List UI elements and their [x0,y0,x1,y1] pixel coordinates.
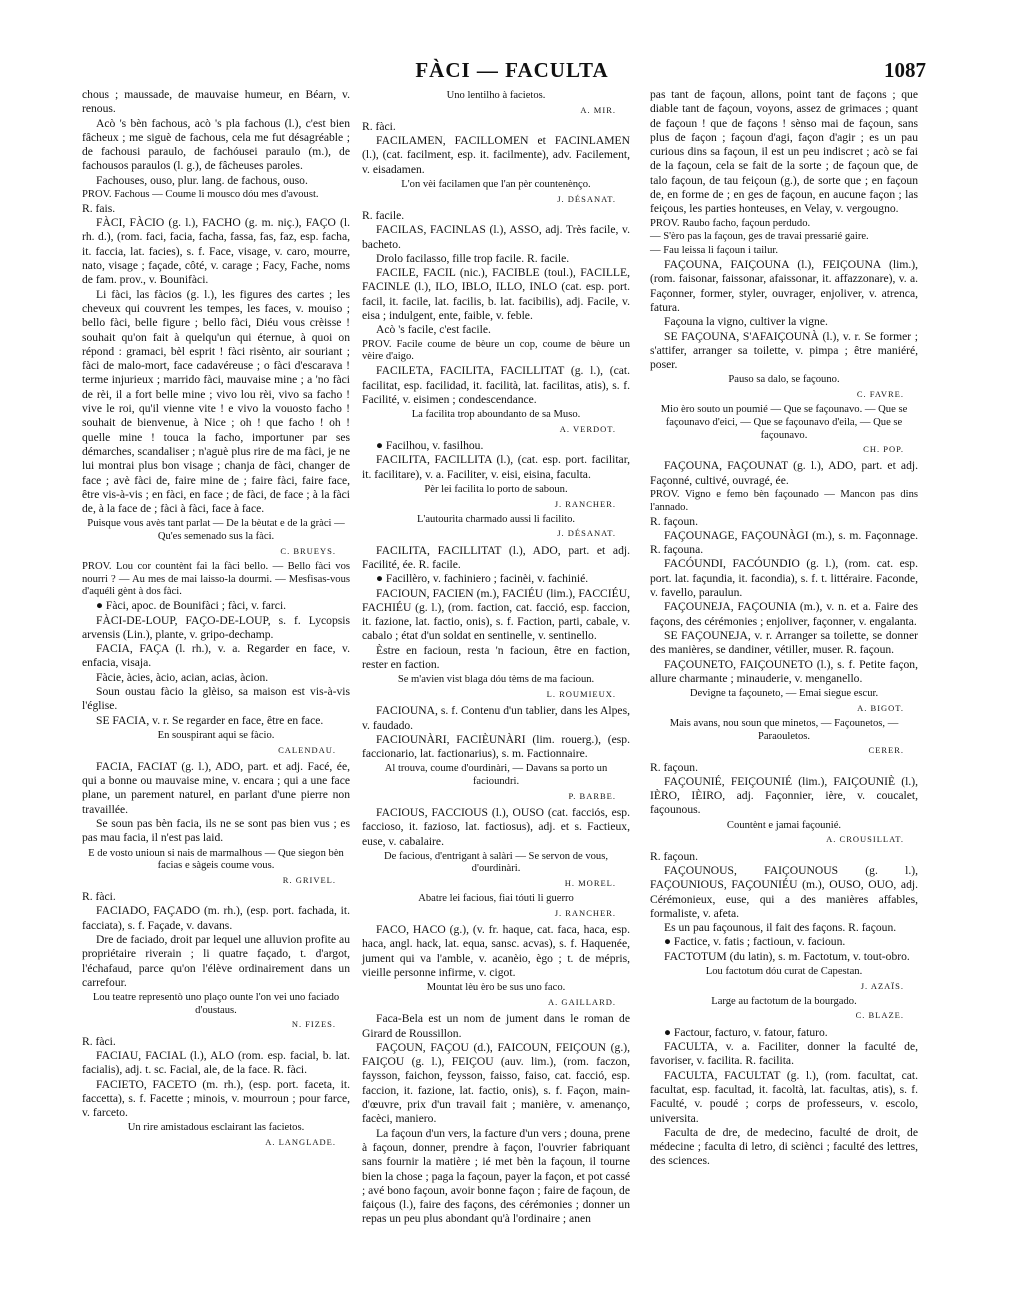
entry-paragraph: La façoun d'un vers, la facture d'un vers ; douna, prene à façoun, donner, prendre à façon, l'ouvrier fabriquant sans fournir la matière ; ié met bèn la façoun, il tourne bien la chose ; paga la façoun, payer la façon, et pot cassé ; avé bono façoun, avoir bonne façon ; faire de façoun, de faiçous (l.), faire des façons, des cérémonies ; donner un repas un peu plus abondant qu'à l'ordinaire ; anen [362,1126,630,1226]
citation: Pèr lei facilita lo porto de saboun. [424,483,568,495]
citation-author: C. BRUEYS. [280,545,336,556]
entry-paragraph: Faca-Bela est un nom de jument dans le roman de Girard de Roussillon. [362,1012,630,1040]
citation: Abatre lei facious, fiai tóuti li guerro [418,893,574,905]
entry-text: R. façoun. [650,849,698,863]
entry-paragraph: FAÇOUNOUS, FAIÇOUNOUS (g. l.), FAÇOUNIOUS, FAÇOUNIÉU (m.), OUSO, OUO, adj. Cérémonieux, euse, qui a des manières affables, formaliste, v. afeta. [650,863,918,920]
entry-paragraph: Fàcie, àcies, àcio, acian, acias, àcion. [96,670,269,684]
entry-paragraph: FACIADO, FAÇADO (m. rh.), (esp. port. fachada, it. facciata), s. f. Façade, v. davans. [82,904,350,932]
page-number: 1087 [884,58,926,82]
entry-paragraph: FACILITA, FACILLITAT (l.), ADO, part. et adj. Facilité, ée. R. facile. [362,543,630,571]
citation: De facious, d'entrigant à salàri — Se servon de vous, d'ourdinàri. [383,850,609,875]
entry-paragraph: FAÇOUNAGE, FAÇOUNÀGI (m.), s. m. Façonnage. R. façouna. [650,528,918,557]
entry-paragraph: SE FACIA, v. r. Se regarder en face, être en face. [96,713,324,727]
entry-paragraph: FACULTA, v. a. Faciliter, donner la faculté de, favoriser, v. facilita. R. facilita. [650,1040,918,1068]
citation-author: J. DÉSANAT. [557,193,616,204]
entry-paragraph: FACÓUNDI, FACÓUNDIO (g. l.), (rom. cat. esp. port. lat. façundia, it. facondia), s. f. t. littéraire. Faconde, v. favello, paraulun. [650,557,918,600]
running-title: FÀCI — FACULTA [415,58,609,82]
entry-paragraph: FACILITA, FACILLITA (l.), (cat. esp. port. facilitar, it. facilitare), v. a. Faciliter, v. eisi, eisina, faculta. [362,453,630,481]
citation-author: L. ROUMIEUX. [546,688,616,699]
citation-author: J. DÉSANAT. [557,528,616,539]
entry-paragraph: Se soun pas bèn facia, ils ne se sont pas bien vus ; es pas mau facia, il n'est pas laid. [82,817,350,845]
entry-text: R. fais. [82,201,116,215]
column-3 [650,88,918,1169]
citation-author: R. GRIVEL. [282,874,336,885]
entry-paragraph: FACILE, FACIL (nic.), FACIBLE (toul.), FACILLE, FACINLE (l.), ILO, IBLO, ILLO, INLO (cat. esp. port. facil, it. facile, lat. facilis, b. lat. facibilis), adj. Facile, v. eisa ; indulgent, ente, faible, v. feble. [362,266,630,323]
citation-author: J. RANCHER. [554,907,616,918]
citation-author: N. FIZES. [291,1019,336,1030]
entry-text: chous ; maussade, de mauvaise humeur, en Béarn, v. renous. [82,88,350,116]
entry-paragraph: FACIA, FACIAT (g. l.), ADO, part. et adj. Facé, ée, qui a bonne ou mauvaise mine, v. encara ; qui a une face plane, un parement naturel, en parlant d'une pierre non travaillée. [82,759,350,816]
citation: L'autourita charmado aussi li facilito. [416,513,576,525]
entry-paragraph: ● Factour, facturo, v. fatour, faturo. [664,1025,828,1039]
proverb: PROV. Facile coume de bèure un cop, coume de bèure un vèire d'aigo. [362,338,630,363]
entry-paragraph: FÀCI-DE-LOUP, FAÇO-DE-LOUP, s. f. Lycopsis arvensis (Lin.), plante, v. gripo-dechamp. [82,613,350,641]
entry-paragraph: FAÇOUNIÉ, FEIÇOUNIÉ (lim.), FAIÇOUNIÈ (l.), IÈRO, IÈIRO, adj. Façonnier, ière, v. coucalet, façounous. [650,774,918,817]
entry-paragraph: Èstre en facioun, resta 'n facioun, être en faction, rester en faction. [362,643,630,672]
citation-author: A. GAILLARD. [548,996,616,1007]
citation-author: P. BARBE. [568,790,616,801]
proverb: PROV. Vigno e femo bèn façounado — Mancon pas dins l'annado. [650,489,918,513]
citation: Mountat lèu èro be sus uno faco. [426,982,566,994]
entry-paragraph: FACIOUS, FACCIOUS (l.), OUSO (cat. facciós, esp. faccioso, it. fazioso, lat. factiosus), adj. et s. Factieux, euse, v. cabalaire. [362,805,630,848]
proverb: — Fau leissa li façoun i tailur. [650,245,778,257]
entry-paragraph: Acò 's facile, c'est facile. [376,323,491,337]
citation-author: A. BIGOT. [857,702,904,713]
entry-paragraph: FACO, HACO (g.), (v. fr. haque, cat. faca, haca, esp. haca, angl. hack, lat. equa, sansc. acvas), s. f. Haquenée, jument qui va l'amble, v. acanèio, ègo ; t. de mépris, vieille personne infirme, v. cigot. [362,923,630,980]
citation: Al trouva, coume d'ourdinàri, — Davans sa porto un facioundri. [384,763,608,788]
entry-paragraph: Dre de faciado, droit par lequel une alluvion profite au propriétaire riverain ; li quatre façado, t. d'argot, l'échafaud, parce qu'on l'élève ordinairement dans un carrefour. [82,933,350,989]
citation-author: A. LANGLADE. [265,1137,336,1148]
entry-paragraph: FÀCI, FÀCIO (g. l.), FACHO (g. m. niç.), FAÇO (l. rh. d.), (rom. faci, facia, facha, fassa, fas, faz, esp. facha, it. faccia, lat. facies), s. f. Face, visage, v. caro, mourre, nato, visage ; façade, côté, v. carage ; Facy, Fache, noms de fam. prov., v. Bounifàci. [82,216,350,287]
entry-paragraph: FACILAS, FACINLAS (l.), ASSO, adj. Très facile, v. bacheto. [362,223,630,251]
entry-paragraph: FAÇOUN, FAÇOU (d.), FAICOUN, FEIÇOUN (g.), FAIÇOU (g. l.), FEIÇOU (auv. lim.), (rom. faczon, faysson, faichon, feysson, faisso, faiso, cat. facció, esp. faccion, it. fazione, lat. factio, onis), s. f. Façon, main-d'œuvre, prix d'un travail fait ; manière, v. amenanço, facèci, maniero. [362,1040,630,1126]
citation-author: A. CROUSILLAT. [826,834,904,845]
citation: Se m'avien vist blaga dóu tèms de ma facioun. [397,674,595,686]
citation: Puisque vous avès tant parlat — De la bèutat e de la gràci — Qu'es semenado sus la fàci. [87,518,345,542]
entry-paragraph: FAÇOUNEJA, FAÇOUNIA (m.), v. n. et a. Faire des façons, des cérémonies ; enjoliver, façonner, v. engalanta. [650,600,918,628]
entry-paragraph: FAÇOUNA, FAIÇOUNA (l.), FEIÇOUNA (lim.), (rom. faisonar, faissonar, afaissonar, it. affazzonare), v. a. Façonner, former, styler, ouvrager, enjoliver, v. atrenca, fatura. [650,258,918,314]
citation: Uno lentilho à facietos. [446,90,546,101]
entry-paragraph: FACIOUNÀRI, FACIÈUNÀRI (lim. rouerg.), (esp. faccionario, lat. factionarius), s. m. Factionnaire. [362,732,630,761]
entry-paragraph: Soun oustau fàcio la glèiso, sa maison est vis-à-vis l'église. [82,685,350,713]
entry-text: R. fàci. [362,119,396,133]
citation-author: C. FAVRE. [856,389,904,400]
entry-text: R. fàci. [82,1034,116,1048]
citation: La facilita trop aboundanto de sa Muso. [411,409,581,421]
entry-paragraph: FACIAU, FACIAL (l.), ALO (rom. esp. facial, b. lat. facialis), adj. t. sc. Facial, ale, de la face. R. fàci. [82,1048,350,1077]
column-2 [362,88,630,1227]
entry-paragraph: FACIA, FAÇA (l. rh.), v. a. Regarder en face, v. enfacia, visaja. [82,642,350,670]
entry-text: R. facile. [362,208,405,222]
citation: Mio èro souto un poumié — Que se façounavo. — Que se façounavo d'eici, — Que se façounavo d'eila, — Que se façounavo. [660,404,908,441]
entry-paragraph: Drolo facilasso, fille trop facile. R. facile. [376,251,570,265]
entry-paragraph: Façouna la vigno, cultiver la vigne. [664,315,828,329]
entry-text: R. façoun. [650,514,698,528]
entry-paragraph: Faculta de dre, de medecino, faculté de droit, de médecine ; faculta di letro, di sciènci ; faculté des lettres, des sciences. [650,1125,918,1168]
entry-paragraph: FACIOUNA, s. f. Contenu d'un tablier, dans les Alpes, v. faudado. [362,704,630,732]
citation: Pauso sa dalo, se façouno. [728,374,840,386]
entry-paragraph: SE FAÇOUNEJA, v. r. Arranger sa toilette, se donner des manières, se dandiner, vétiller, muser. R. façoun. [650,628,918,657]
entry-paragraph: ● Fàci, apoc. de Bounifàci ; fàci, v. farci. [96,599,287,613]
proverb: PROV. Lou cor countènt fai la fàci bello. — Bello fàci vos nourri ? — Au mes de mai laisso-la dourmi. — Mesfisas-vous d'aquéli gènt à dos fàci. [82,560,350,598]
entry-paragraph: FAÇOUNETO, FAIÇOUNETO (l.), s. f. Petite façon, allure charmante ; minauderie, v. menganello. [650,657,918,685]
citation: E de vosto unioun si nais de marmalhous — Que siegon bèn facias e sàgeis coume vous. [88,847,344,872]
citation: Devigne ta façouneto, — Emai siegue escur. [689,688,879,700]
citation-author: A. MIR. [580,104,616,115]
citation-author: H. MOREL. [564,878,616,888]
citation: Lou teatre representò uno plaço ounte l'on vei uno faciado d'oustaus. [92,992,340,1016]
proverb: — S'èro pas la façoun, ges de travai pressarié gaire. [650,231,869,243]
proverb: PROV. Raubo facho, façoun perdudo. [650,217,811,229]
citation: L'on vèi facilamen que l'an pèr countenènço. [401,179,591,191]
citation-author: CALENDAU. [278,744,336,755]
entry-paragraph: FACTOTUM (du latin), s. m. Factotum, v. tout-obro. [664,949,910,963]
column-1 [82,88,350,1152]
citation: Countènt e jamai façounié. [726,819,842,831]
citation-author: C. BLAZE. [855,1010,904,1021]
entry-paragraph: Acò 's bèn fachous, acò 's pla fachous (l.), c'est bien fâcheux ; me siguè de fachous, cela me fut désagréable ; de fachousi paraulo, de fachóusei paraulo (m.), de fachousos paraulos (l. g.), de fâcheuses paroles. [82,116,350,173]
citation: Large au factotum de la bourgado. [711,995,857,1007]
entry-paragraph: FACIOUN, FACIEN (m.), FACIÉU (lim.), FACCIÉU, FACHIÉU (g. l.), (rom. faction, cat. facció, esp. faccion, it. fazione, lat. factio, onis), s. f. Faction, parti, cabale, v. cabalo ; état d'un soldat en sentinelle, v. sentinello. [362,586,630,643]
citation-author: A. VERDOT. [559,423,616,434]
citation: En souspirant aqui se fàcio. [157,729,275,741]
citation-author: CH. POP. [863,444,904,455]
entry-paragraph: Es un pau façounous, il fait des façons. R. façoun. [664,921,897,935]
entry-paragraph: ● Factice, v. fatis ; factioun, v. facioun. [664,935,846,949]
entry-paragraph: SE FAÇOUNA, S'AFAIÇOUNÀ (l.), v. r. Se former ; s'attifer, arranger sa toilette, v. pimpa ; être maniéré, poser. [650,329,918,372]
entry-paragraph: FACILAMEN, FACILLOMEN et FACINLAMEN (l.), (cat. facilment, esp. it. facilmente), adv. Facilement, v. eisadamen. [362,134,630,176]
entry-paragraph: Li fàci, las fàcios (g. l.), les figures des cartes ; les cheveux qui couvrent les tempes, les faces, v. mouiso ; bello fàci, belle figure ; bello fàci, Diéu vous crèisse ! souhait qu'on fait à quelqu'un qui éternue, à quoi on répond : gramaci, bèl esprit ! fàci risènto, air souriant ; fàci de malo-mort, face cadavéreuse ; o fàci d'escarava ! terme injurieux ; marrido fàci, mauvaise mine ; a 'no fàci de rèi, il a fort belle mine ; vivo lou rèi, vivo sa facho ! vive le roi, qu'il vienne vite ! e vivo la vouosto facho ! souhait de bienvenue, à Nice ; oh ! que facho ! oh ! quelle mine ! touca la facho, importuner par ses démarches, scandaliser ; n'aguè plus rire de ma fàci, je ne lui montrai plus bon visage ; chanja de fàci, changer de face ; avè fàci de, faire mine de ; faire fàci, faire face, être vis-à-vis ; en fàci, en face ; de fàci, de face ; à la fàci de, à la face de ; fàci à fàci, face à face. [82,287,350,516]
entry-paragraph: ● Facilhou, v. fasilhou. [376,439,484,453]
entry-paragraph: FAÇOUNA, FAÇOUNAT (g. l.), ADO, part. et adj. Façonné, cultivé, ouvragé, ée. [650,459,918,487]
entry-paragraph: FACILETA, FACILITA, FACILLITAT (g. l.), (cat. facilitat, esp. facilidad, it. facilità, lat. facilitas, atis), s. f. Facilité, v. eisimen ; condescendance. [362,364,630,406]
entry-text: pas tant de façoun, allons, point tant de façons ; que diable tant de façoun, voyons, assez de grimaces ; quant de façoun ! que de façons ! sènso mai de façoun, sans plus de façon ; façoun d'agi, façon d'agir ; es un pau curious dins sa façoun, il est un peu indiscret ; acò se fai de la façoun, cela se fait de la sorte ; de façoun que, de talo façoun, de tau feiçoun (g.), de sorte que ; en façoun de, en forme de ; en ges de façoun, en aucune façon ; las feiçous, les parties honteuses, en Velay, v. vergougno. [650,88,918,216]
citation-author: CERER. [868,745,904,756]
citation-author: J. RANCHER. [554,498,616,509]
citation: Lou factotum dóu curat de Capestan. [705,965,863,977]
entry-text: R. fàci. [82,890,116,904]
entry-paragraph: FACIETO, FACETO (m. rh.), (esp. port. faceta, it. faccetta), s. f. Facette ; minois, v. mourroun ; pour farce, v. farceto. [82,1077,350,1120]
entry-paragraph: Fachouses, ouso, plur. lang. de fachous, ouso. [96,173,308,187]
entry-paragraph: ● Facillèro, v. fachiniero ; facinèi, v. fachinié. [376,572,589,586]
entry-paragraph: FACULTA, FACULTAT (g. l.), (rom. facultat, cat. facultat, esp. facultad, it. facoltà, lat. facultas, atis), s. f. Faculté, v. poudé ; corps de professeurs, v. escolo, universita. [650,1068,918,1125]
citation: Mais avans, nou soun que minetos, — Façounetos, — Paraouletos. [669,718,899,742]
entry-text: R. façoun. [650,760,698,774]
citation-author: J. AZAÏS. [860,980,904,991]
citation: Un rire amistadous esclairant las facietos. [127,1122,305,1134]
proverb: PROV. Fachous — Coume li mousco dóu mes d'avoust. [82,189,319,201]
